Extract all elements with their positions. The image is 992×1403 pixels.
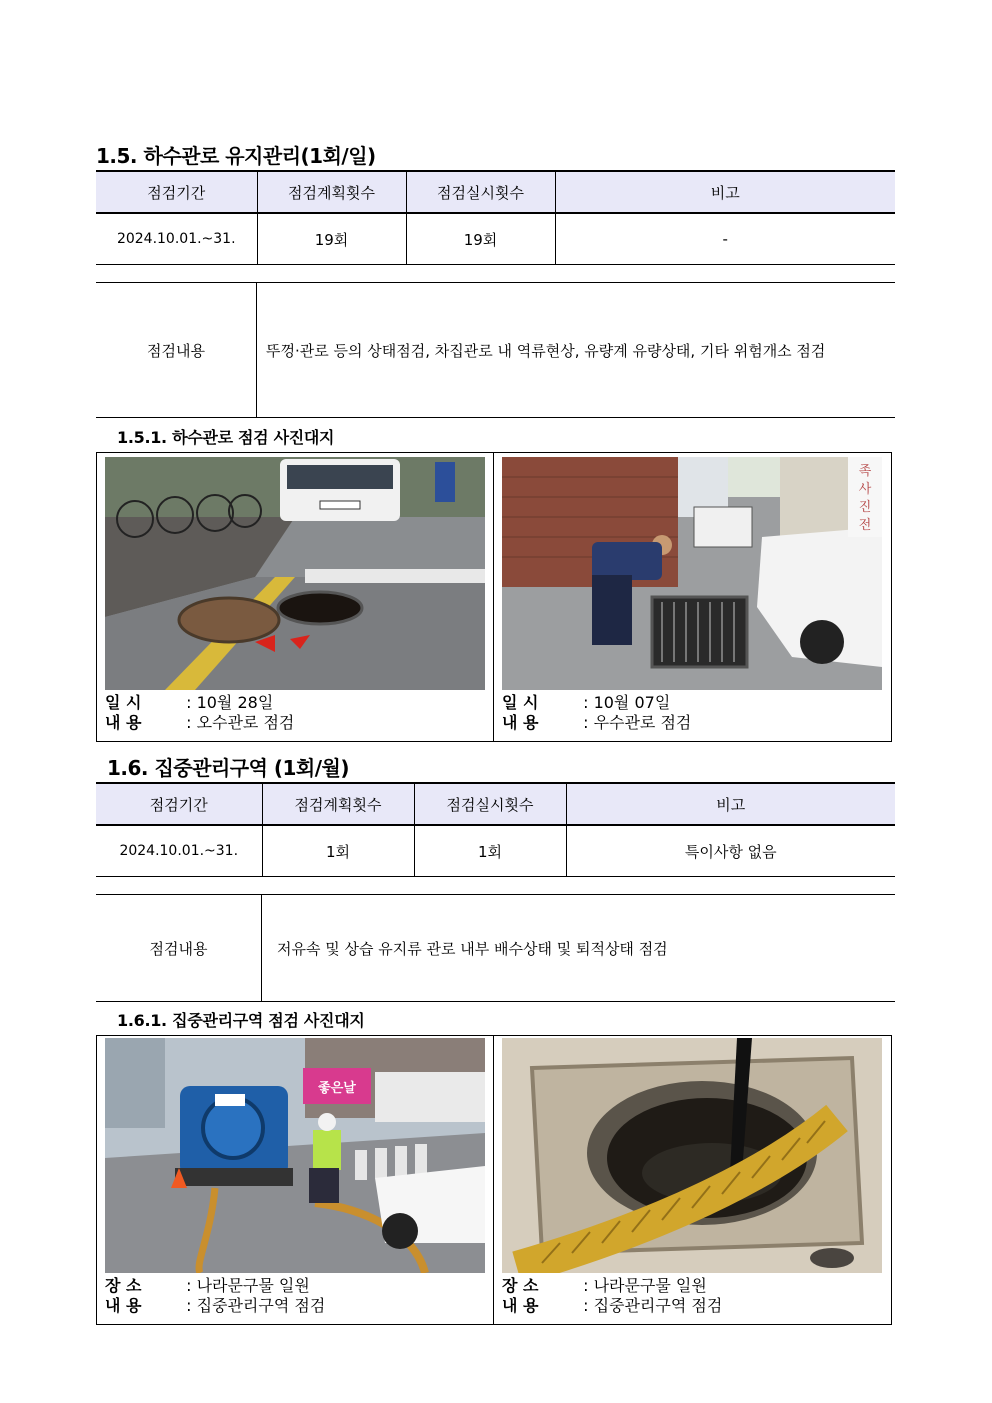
content-value: 뚜껑·관로 등의 상태점검, 차집관로 내 역류현상, 유량계 유량상태, 기타 위험개소 점검	[266, 341, 826, 360]
header-planned: 점검계획횟수	[262, 783, 414, 825]
caption-value-place: : 나라문구물 일원	[181, 1276, 310, 1295]
caption-value-date: : 10월 28일	[181, 693, 274, 712]
caption-key-place: 장 소	[105, 1276, 142, 1295]
sign-text-char-3: 진	[858, 500, 872, 515]
caption-key-content: 내 용	[105, 713, 142, 732]
cell-note: -	[555, 213, 895, 265]
content-value: 저유속 및 상습 유지류 관로 내부 배수상태 및 퇴적상태 점검	[277, 939, 668, 958]
header-planned: 점검계획횟수	[257, 171, 406, 213]
photo-cell-right	[494, 453, 891, 741]
photo-vacuum-truck	[105, 1038, 485, 1273]
cell-note: 특이사항 없음	[566, 825, 895, 877]
sign-text-char-2: 사	[858, 482, 872, 497]
shop-sign-text: 좋은날	[318, 1081, 356, 1096]
photo-title-1-5-1: 1.5.1. 하수관로 점검 사진대지	[117, 428, 335, 447]
section-title-1-5: 1.5. 하수관로 유지관리(1회/일)	[96, 144, 376, 168]
inspection-table-1-6	[96, 782, 895, 877]
photo-cell-left	[97, 453, 494, 741]
header-period: 점검기간	[96, 783, 262, 825]
table-header-row	[96, 171, 895, 213]
caption-value-place: : 나라문구물 일원	[578, 1276, 707, 1295]
header-note: 비고	[555, 171, 895, 213]
header-executed: 점검실시횟수	[414, 783, 566, 825]
cell-planned: 19회	[257, 213, 406, 265]
caption-key-date: 일 시	[502, 693, 539, 712]
header-note: 비고	[566, 783, 895, 825]
sign-text-char-4: 전	[858, 518, 872, 533]
caption-key-content: 내 용	[502, 1296, 539, 1315]
cell-executed: 19회	[406, 213, 555, 265]
table-header-row	[96, 783, 895, 825]
caption-value-content: : 집중관리구역 점검	[181, 1296, 326, 1315]
caption-value-content: : 우수관로 점검	[578, 713, 692, 732]
photo-manhole-hose	[502, 1038, 882, 1273]
caption-key-date: 일 시	[105, 693, 142, 712]
photo-title-1-6-1: 1.6.1. 집중관리구역 점검 사진대지	[117, 1011, 365, 1030]
photo-cell-right	[494, 1036, 891, 1324]
photo-manhole-sidewalk	[105, 457, 485, 690]
cell-period: 2024.10.01.~31.	[96, 825, 262, 877]
cell-planned: 1회	[262, 825, 414, 877]
caption-value-content: : 오수관로 점검	[181, 713, 295, 732]
caption-key-place: 장 소	[502, 1276, 539, 1295]
content-box-1-6	[96, 894, 895, 1002]
section-title-1-6: 1.6. 집중관리구역 (1회/월)	[107, 756, 350, 780]
caption-left	[105, 1276, 493, 1316]
caption-value-date: : 10월 07일	[578, 693, 671, 712]
caption-key-content: 내 용	[502, 713, 539, 732]
table-row	[96, 213, 895, 265]
inspection-table-1-5	[96, 170, 895, 265]
cell-executed: 1회	[414, 825, 566, 877]
caption-key-content: 내 용	[105, 1296, 142, 1315]
caption-left	[105, 693, 493, 733]
header-period: 점검기간	[96, 171, 257, 213]
table-row	[96, 825, 895, 877]
caption-right	[502, 1276, 891, 1316]
sign-text-char-1: 족	[858, 464, 872, 479]
content-box-1-5	[96, 282, 895, 418]
content-label: 점검내용	[96, 283, 257, 417]
caption-value-content: : 집중관리구역 점검	[578, 1296, 723, 1315]
photo-cell-left	[97, 1036, 494, 1324]
photo-board-1-5-1	[96, 452, 892, 742]
caption-right	[502, 693, 891, 733]
cell-period: 2024.10.01.~31.	[96, 213, 257, 265]
photo-board-1-6-1	[96, 1035, 892, 1325]
content-label: 점검내용	[96, 895, 262, 1001]
photo-worker-grate	[502, 457, 882, 690]
header-executed: 점검실시횟수	[406, 171, 555, 213]
